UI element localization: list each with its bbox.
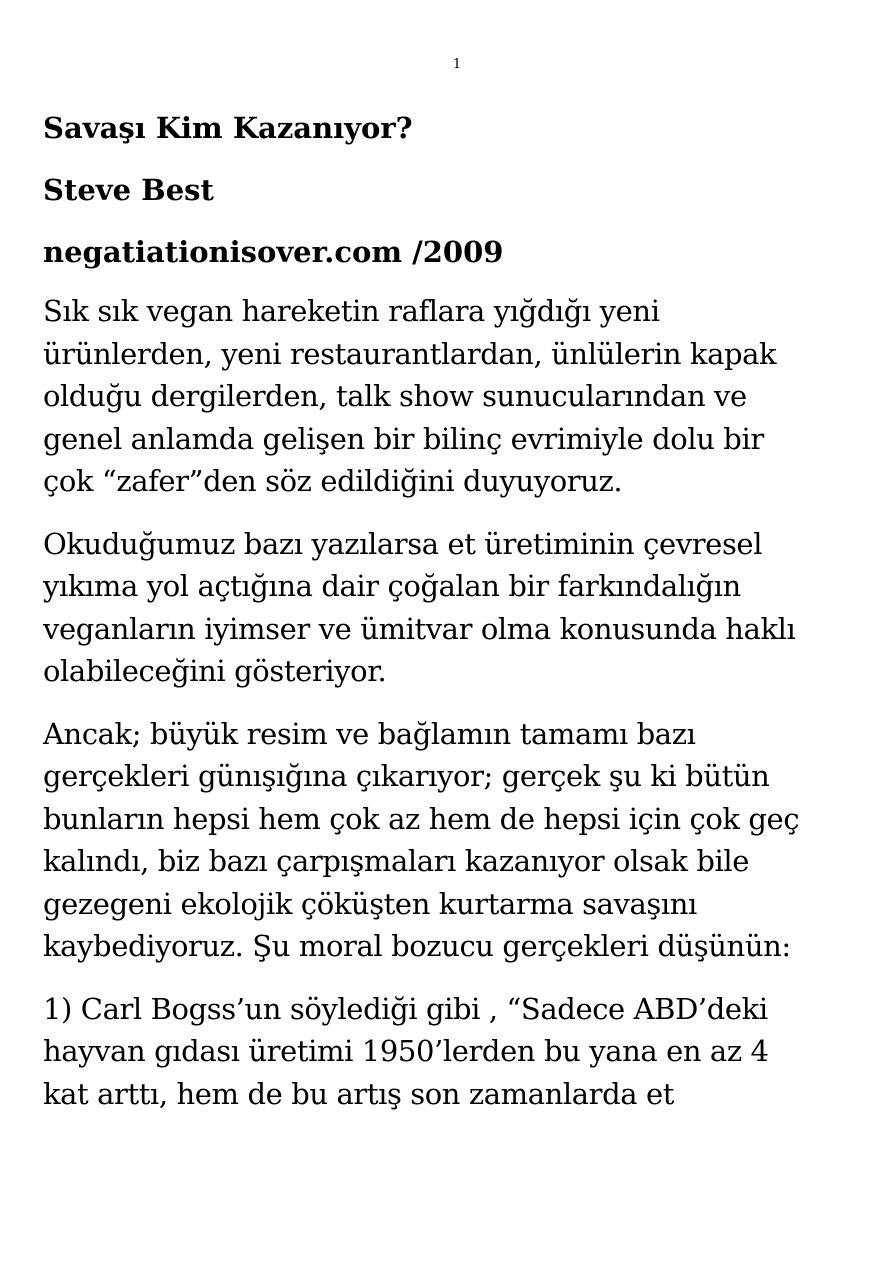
paragraph-line: bunların hepsi hem çok az hem de hepsi için çok geç [43, 801, 800, 836]
paragraph-line: hayvan gıdası üretimi 1950’lerden bu yana en az 4 [43, 1034, 769, 1068]
paragraph-line: kalındı, biz bazı çarpışmaları kazanıyor olsak bile [43, 844, 750, 878]
paragraph-4 [43, 988, 883, 1116]
paragraph-line: Sık sık vegan hareketin raflara yığdığı yeni [43, 294, 660, 328]
paragraph-line: gerçekleri günışığına çıkarıyor; gerçek şu ki bütün [43, 759, 770, 793]
paragraph-line: ürünlerden, yeni restaurantlardan, ünlülerin kapak [43, 336, 777, 371]
paragraph-line: olduğu dergilerden, talk show sunucularından ve [43, 379, 747, 413]
page-number: 1 [452, 57, 462, 72]
paragraph-line: genel anlamda gelişen bir bilinç evrimiyle dolu bir [43, 421, 764, 456]
paragraph-line: gezegeni ekolojik çöküşten kurtarma savaşını [43, 886, 697, 921]
paragraph-line: yıkıma yol açtığına dair çoğalan bir farkındalığın [43, 569, 741, 603]
paragraph-line: kat arttı, hem de bu artış son zamanlarda et [43, 1076, 675, 1111]
paragraph-1 [43, 290, 883, 503]
document-body [43, 108, 883, 1135]
paragraph-line: olabileceğini gösteriyor. [43, 654, 387, 688]
article-title: Savaşı Kim Kazanıyor? [43, 111, 413, 145]
paragraph-3 [43, 713, 883, 968]
paragraph-line: Okuduğumuz bazı yazılarsa et üretiminin çevresel [43, 526, 763, 561]
paragraph-line: 1) Carl Bogss’un söylediği gibi , “Sadece ABD’deki [43, 991, 768, 1026]
paragraph-line: veganların iyimser ve ümitvar olma konusunda haklı [43, 611, 796, 646]
paragraph-2 [43, 523, 883, 693]
article-author: Steve Best [43, 173, 214, 207]
paragraph-line: kaybediyoruz. Şu moral bozucu gerçekleri düşünün: [43, 929, 791, 963]
article-source: negatiationisover.com /2009 [43, 235, 504, 269]
paragraph-line: çok “zafer”den söz edildiğini duyuyoruz. [43, 464, 623, 498]
paragraph-line: Ancak; büyük resim ve bağlamın tamamı bazı [43, 716, 696, 751]
